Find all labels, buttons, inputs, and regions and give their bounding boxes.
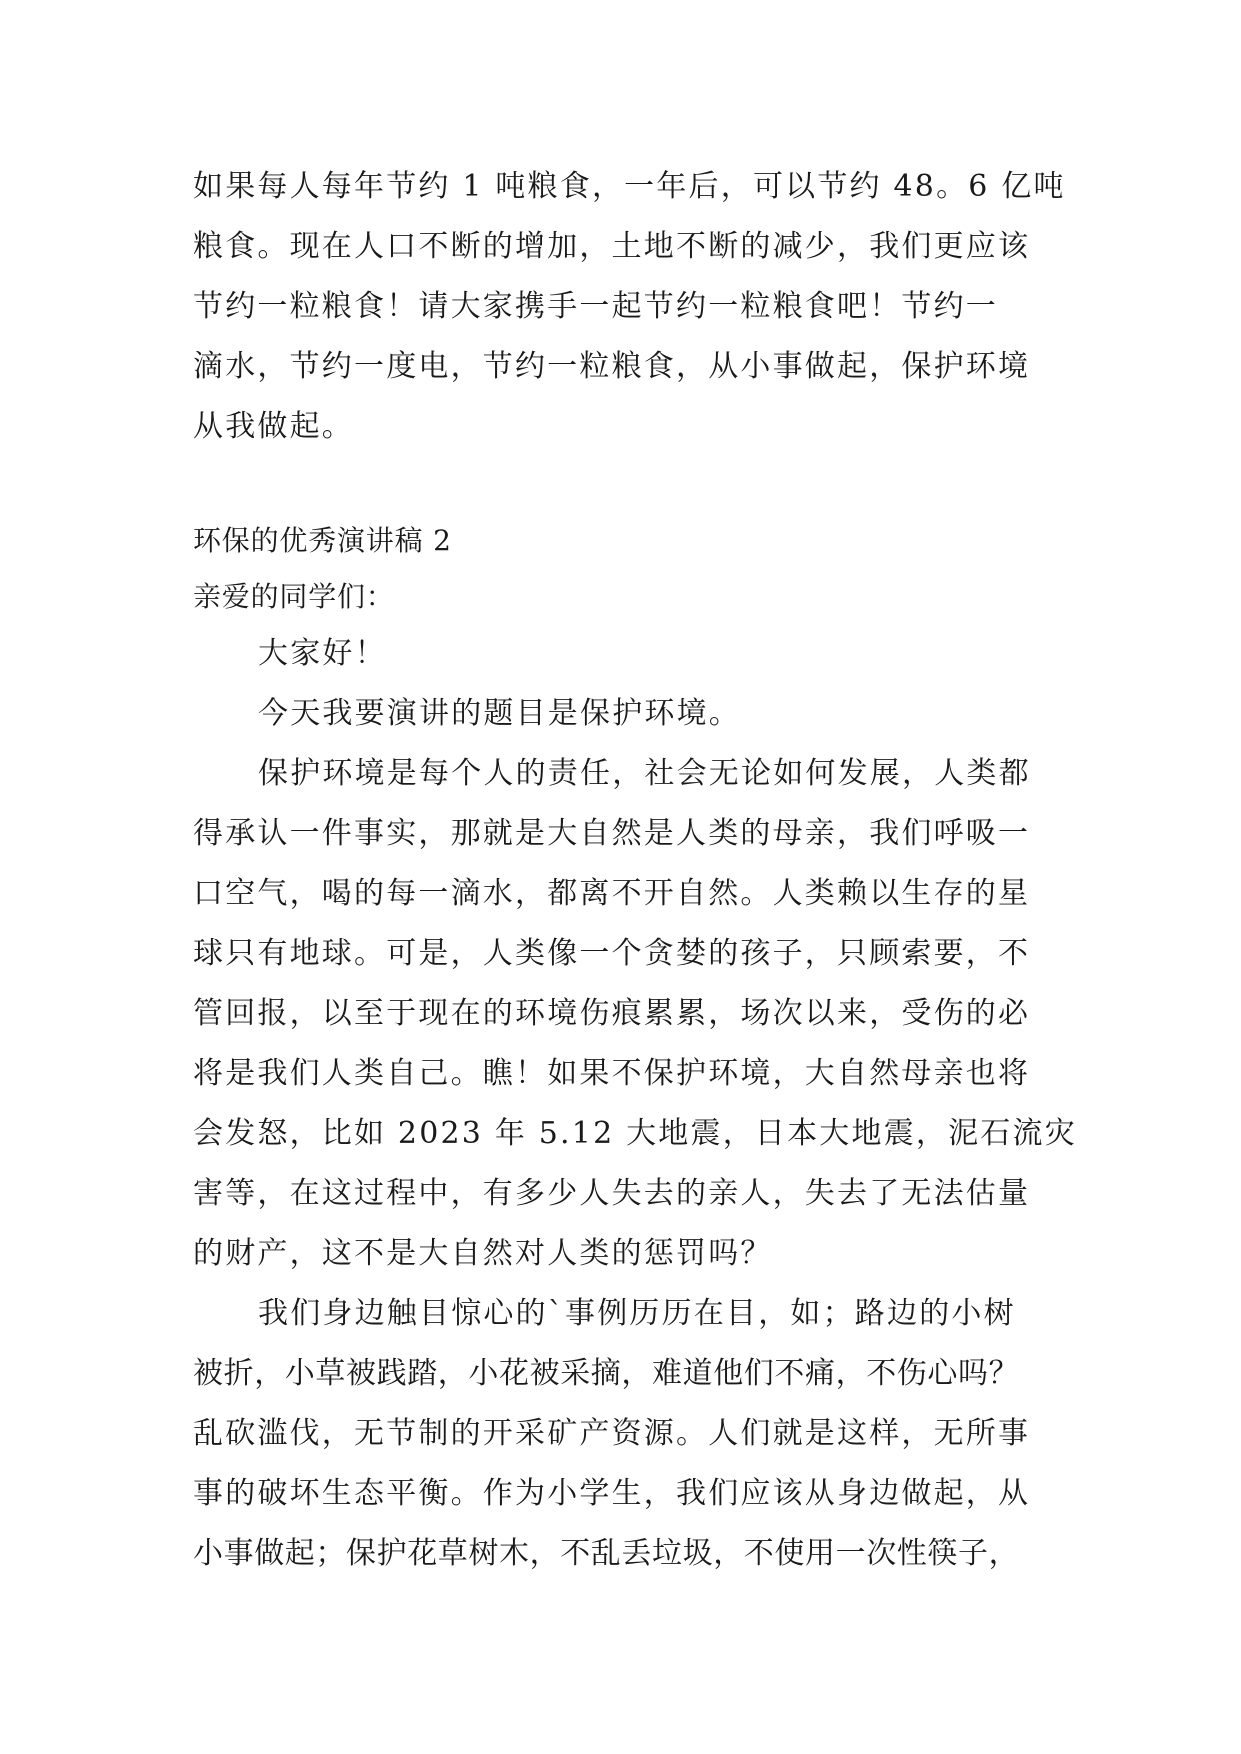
topic-line: 今天我要演讲的题目是保护环境。: [258, 696, 741, 731]
paragraph-line: 被折，小草被践踏，小花被采摘，难道他们不痛，不伤心吗？: [193, 1356, 1020, 1391]
paragraph-line: 从我做起。: [193, 409, 354, 444]
paragraph-line: 将是我们人类自己。瞧！如果不保护环境，大自然母亲也将: [193, 1056, 1031, 1091]
paragraph-line: 得承认一件事实，那就是大自然是人类的母亲，我们呼吸一: [193, 816, 1031, 851]
salutation: 亲爱的同学们：: [193, 580, 395, 613]
paragraph-line: 小事做起；保护花草树木，不乱丢垃圾，不使用一次性筷子，: [193, 1536, 1020, 1571]
paragraph-line: 乱砍滥伐，无节制的开采矿产资源。人们就是这样，无所事: [193, 1416, 1031, 1451]
paragraph-line: 害等，在这过程中，有多少人失去的亲人，失去了无法估量: [193, 1176, 1031, 1211]
paragraph-line: 会发怒，比如 2023 年 5.12 大地震，日本大地震，泥石流灾: [193, 1116, 1077, 1151]
greeting: 大家好！: [258, 636, 387, 671]
paragraph-line: 保护环境是每个人的责任，社会无论如何发展，人类都: [258, 756, 1031, 791]
paragraph-line: 如果每人每年节约 1 吨粮食，一年后，可以节约 48。6 亿吨: [193, 169, 1066, 204]
paragraph-line: 我们身边触目惊心的`事例历历在目，如；路边的小树: [258, 1296, 1016, 1331]
paragraph-line: 粮食。现在人口不断的增加，土地不断的减少，我们更应该: [193, 229, 1031, 264]
paragraph-line: 事的破坏生态平衡。作为小学生，我们应该从身边做起，从: [193, 1476, 1031, 1511]
paragraph-line: 的财产，这不是大自然对人类的惩罚吗？: [193, 1236, 773, 1271]
paragraph-line: 球只有地球。可是，人类像一个贪婪的孩子，只顾索要，不: [193, 936, 1031, 971]
section-title: 环保的优秀演讲稿 2: [193, 524, 452, 557]
paragraph-line: 管回报，以至于现在的环境伤痕累累，场次以来，受伤的必: [193, 996, 1031, 1031]
paragraph-line: 滴水，节约一度电，节约一粒粮食，从小事做起，保护环境: [193, 349, 1031, 384]
paragraph-line: 节约一粒粮食！请大家携手一起节约一粒粮食吧！节约一: [193, 289, 998, 324]
paragraph-line: 口空气，喝的每一滴水，都离不开自然。人类赖以生存的星: [193, 876, 1031, 911]
